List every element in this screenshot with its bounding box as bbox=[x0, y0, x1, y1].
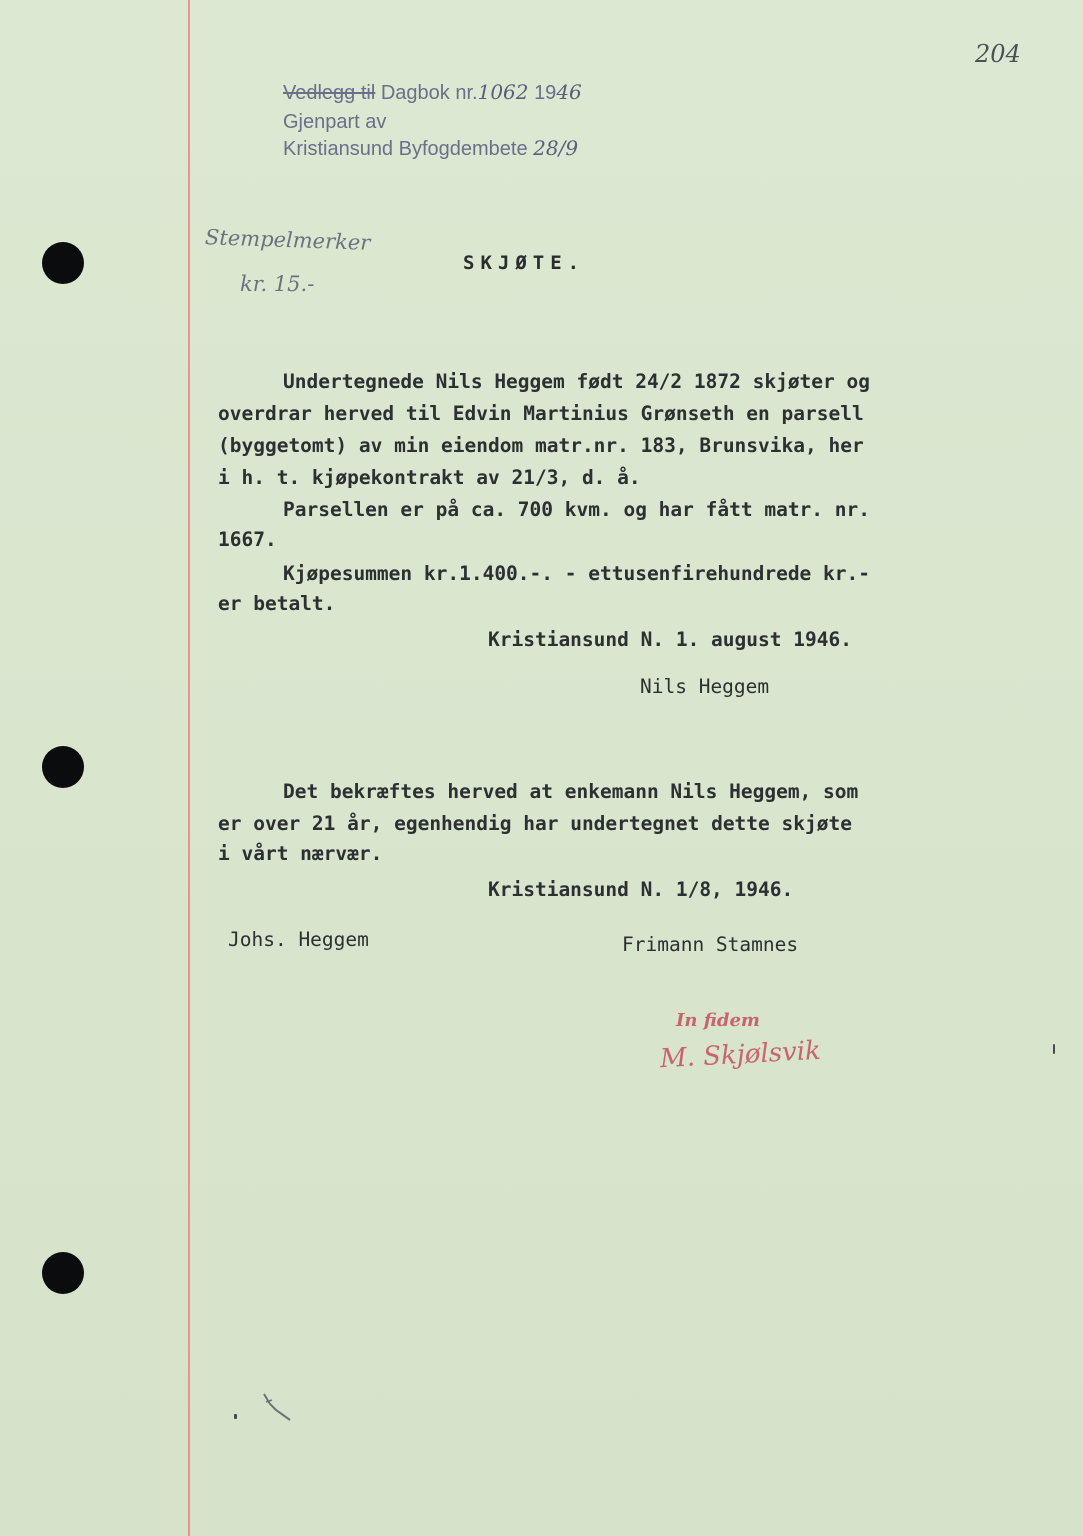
deed-line: Parsellen er på ca. 700 kvm. og har fått matr. nr. bbox=[283, 498, 870, 521]
witness-signature: Frimann Stamnes bbox=[622, 933, 799, 956]
binding-hole bbox=[42, 1252, 84, 1294]
margin-note-stempelmerker: Stempelmerker bbox=[204, 225, 371, 255]
stamp-gjenpart: Gjenpart av bbox=[283, 111, 387, 133]
margin-note-amount: kr. 15.- bbox=[240, 272, 315, 296]
document-title: SKJØTE. bbox=[463, 252, 586, 274]
deed-signature: Nils Heggem bbox=[640, 675, 770, 698]
deed-line: i h. t. kjøpekontrakt av 21/3, d. å. bbox=[218, 466, 641, 489]
binding-hole bbox=[42, 746, 84, 788]
confirmation-line: i vårt nærvær. bbox=[218, 842, 383, 865]
stamp-dagbok-number: 1062 bbox=[477, 80, 529, 104]
pencil-dot bbox=[234, 1414, 237, 1419]
stamp-year-suffix: 46 bbox=[556, 80, 582, 104]
confirmation-place-date: Kristiansund N. 1/8, 1946. bbox=[488, 878, 794, 901]
stamp-date: 28/9 bbox=[533, 136, 579, 160]
deed-line: (byggetomt) av min eiendom matr.nr. 183, Brunsvika, her bbox=[218, 434, 864, 457]
in-fidem-label: In fidem bbox=[676, 1010, 760, 1031]
deed-line: Kjøpesummen kr.1.400.-. - ettusenfirehundrede kr.- bbox=[283, 562, 870, 585]
page-number: 204 bbox=[975, 40, 1021, 68]
stamp-line-office bbox=[283, 136, 578, 161]
stamp-dagbok-label: Dagbok nr. bbox=[380, 82, 478, 104]
confirmation-line: er over 21 år, egenhendig har undertegnet dette skjøte bbox=[218, 812, 852, 835]
in-fidem-signature: M. Skjølsvik bbox=[659, 1035, 822, 1075]
confirmation-line: Det bekræftes herved at enkemann Nils Heggem, som bbox=[283, 780, 859, 803]
margin-line bbox=[188, 0, 190, 1536]
binding-hole bbox=[42, 242, 84, 284]
stamp-vedlegg: Vedlegg til bbox=[283, 82, 376, 104]
deed-line: Undertegnede Nils Heggem født 24/2 1872 skjøter og bbox=[283, 370, 870, 393]
deed-line: overdrar herved til Edvin Martinius Grønseth en parsell bbox=[218, 402, 864, 425]
deed-line: er betalt. bbox=[218, 592, 336, 615]
pencil-dot bbox=[1053, 1044, 1055, 1054]
deed-line: 1667. bbox=[218, 528, 277, 551]
deed-place-date: Kristiansund N. 1. august 1946. bbox=[488, 628, 852, 651]
stamp-year-prefix: 19 bbox=[534, 82, 557, 104]
stamp-office: Kristiansund Byfogdembete bbox=[283, 138, 528, 160]
stamp-line-dagbok bbox=[283, 80, 582, 105]
witness-signature: Johs. Heggem bbox=[228, 928, 369, 951]
pencil-mark-icon bbox=[262, 1392, 292, 1422]
